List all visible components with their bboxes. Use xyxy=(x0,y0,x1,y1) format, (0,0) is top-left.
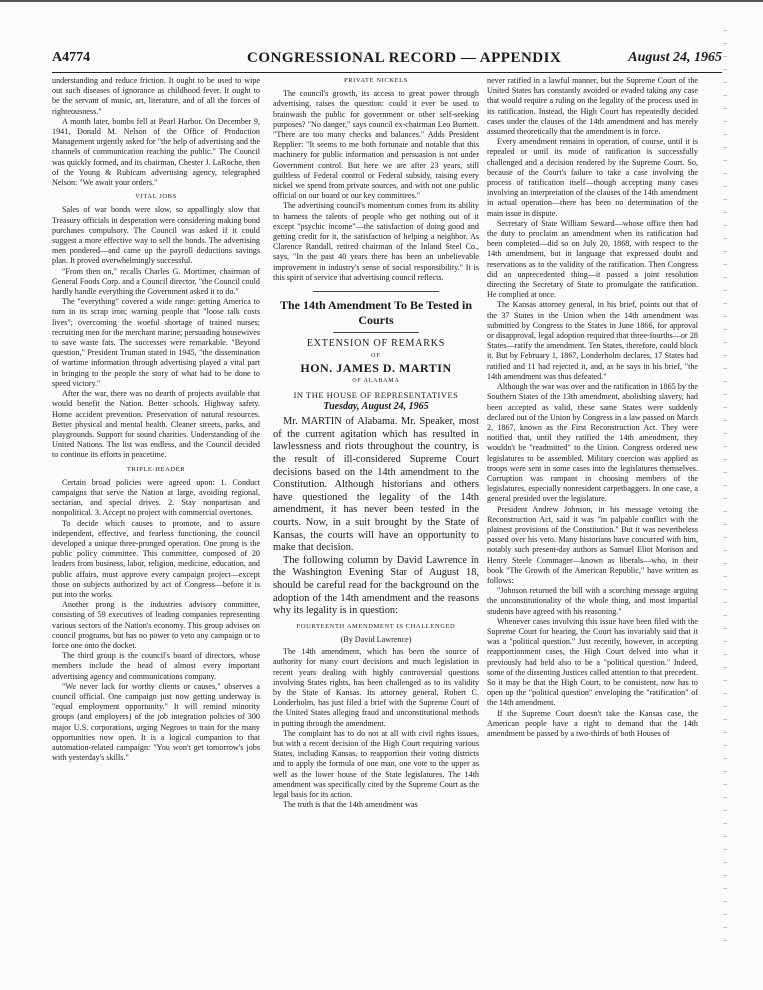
paragraph: "From then on," recalls Charles G. Mortimer, chairman of General Foods Corp. and a Council director, "the Council could hardly handle everything the Government asked it to do." xyxy=(52,266,260,297)
article-divider xyxy=(313,291,439,292)
section-heading-private-nickels: PRIVATE NICKELS xyxy=(344,77,408,84)
paragraph: The truth is that the 14th amendment was xyxy=(283,800,418,810)
paragraph: If the Supreme Court doesn't take the Kansas case, the American people have a right to demand that the 14th amendment be passed by a two-thirds of both Houses of xyxy=(487,708,698,738)
paragraph: The 14th amendment, which has been the source of authority for many court decisions and much legislation in recent years dealing with highly controversial questions involving States rights, has been challenged as to its validity by the State of Kansas. Its attorney general, Robert C. Londerholm, has just filed a brief with the Supreme Court of the United States alleging fraud and unconstitutional methods in putting through the amendment. xyxy=(273,647,479,728)
paragraph: The advertising council's momentum comes from its ability to harness the talents of people who get nothing out of it except "psychic income"—the satisfaction of doing good and getting credit for it, the satisfaction of helping a neighbor. As Clarence Randall, retired chairman of the Inland Steel Co., says, "In the past 40 years there has been an unbelievable improvement in industry's sense of social responsibility." It is this spirit of service that advertising council reflects. xyxy=(273,201,479,282)
paragraph: The following column by David Lawrence in the Washington Evening Star of August 18, should be careful read for the background on the adoption of the 14th amendment and the reasons why its legality is in question: xyxy=(273,554,479,617)
scan-margin-artifacts xyxy=(723,30,727,950)
of-label: OF xyxy=(371,353,381,360)
paragraph: Secretary of State William Seward—whose office then had the duty to proclaim an amendment when its ratification had been completed—did so on July 20, 1868, with respect to the 14th amendment, but in language that expressed doubt and reservations as to the validity of the ratification. Then Congress did an unprecedented thing—it passed a joint resolution directing the Secretary of State to promulgate the ratification. He complied at once. xyxy=(487,218,698,300)
representative-name: HON. JAMES D. MARTIN xyxy=(300,361,452,376)
column-1 xyxy=(52,76,260,763)
representative-state: OF ALABAMA xyxy=(352,377,400,384)
paragraph: Every amendment remains in operation, of course, until it is repealed or until its mode of ratification is successfully challenged and a decision rendered by the Supreme Court. So, because of the Court's failure to take a case involving the process of ratification itself—though accepting many cases involving an interpretation of the clauses of the 14th amendment in actual operation—there has been no determination of the main issue in dispute. xyxy=(487,137,698,218)
page-top-border xyxy=(0,0,763,2)
paragraph: After the war, there was no dearth of projects available that would benefit the Nation. Better schools. Highway safety. Home accident prevention. Preservation of natural resources. Better physical and mental health. Cleaner streets, parks, and playgrounds. Support for sound charities. Understanding of the United Nations. The list was endless, and the Council decided to continue its efforts in peacetime. xyxy=(52,389,260,460)
paragraph: Mr. MARTIN of Alabama. Mr. Speaker, most of the current agitation which has resulted in lawlessness and riots throughout the country, is the result of ill-considered Supreme Court decisions based on the 14th amendment to the Constitution. Although historians and others have questioned the legality of the 14th amendment, it has never been tested in the courts. Now, in a suit brought by the State of Kansas, the courts will have an opportunity to make that decision. xyxy=(273,416,479,554)
paragraph: The council's growth, its access to great power through advertising, raises the question: could it ever be used to brainwash the public for government or other self-seeking purposes? "No danger," says council ex-chairman Leo Burnett. "There are too many checks and balances." Adds President Repplier: "It seems to me both fortunate and notable that this machinery for public information and persuasion is not under Government control. But here we are after 23 years, still guiltless of Federal control or Federal subsidy, raising every nickel we spend from private sources, and with not one public official on our board or our key committees." xyxy=(273,89,479,201)
house-label: IN THE HOUSE OF REPRESENTATIVES xyxy=(293,389,459,400)
column-2 xyxy=(273,76,479,810)
paragraph: The Kansas attorney general, in his brief, points out that of the 37 States in the Union when the 14th amendment was submitted by Congress to the States in June 1866, for approval or disapproval, legal adoption required that three-fourths—or 28 States—ratify the amendment. Ten States, therefore, could block it. But by February 1, 1867, Londerholm declares, 17 States had ratified and 11 had rejected it, and, as he says in his brief, "the 14th amendment was thus defeated." xyxy=(487,300,698,381)
paragraph: The third group is the council's board of directors, whose members include the head of almost every important advertising agency and communications company. xyxy=(52,651,260,681)
paragraph: Certain broad policies were agreed upon: 1. Conduct campaigns that serve the Nation at large, avoiding regional, sectarian, and special drives. 2. Stay nonpartisan and nonpolitical. 3. Accept no project with commercial overtones. xyxy=(52,477,260,518)
title-rule xyxy=(333,332,419,333)
paragraph: President Andrew Johnson, in his message vetoing the Reconstruction Act, said it was "in palpable conflict with the plainest provisions of the Constitution." But it was nevertheless passed over his veto. Many historians have concurred with him, notably such present-day authors as Samuel Eliot Morison and Henry Steele Commager—known as liberals—who, in their book "The Growth of the American Republic," have written as follows: xyxy=(487,504,698,585)
byline: (By David Lawrence) xyxy=(340,634,412,644)
issue-date: August 24, 1965 xyxy=(628,50,722,65)
paragraph: understanding and reduce friction. It ought to be used to wipe out such diseases of ignorance as childhood fever. It ought to be the servant of music, art, literature, and of all the forces of righteousness." xyxy=(52,76,260,116)
article-date: Tuesday, August 24, 1965 xyxy=(323,401,429,413)
section-heading-vital-jobs: VITAL JOBS xyxy=(135,193,177,201)
paragraph: The "everything" covered a wide range: getting America to turn in its scrap iron; warning people that "loose talk costs lives"; overcoming the woeful shortage of trained nurses; recruiting men for the merchant marine; persuading housewives to save waste fats. The successes were remarkable. "Beyond question," President Truman stated in 1945, "the dissemination of wartime information through advertising played a vital part in bringing to the people the story of what had to be done to speed victory." xyxy=(52,297,260,388)
paragraph: never ratified in a lawful manner, but the Supreme Court of the United States has constantly avoided or evaded taking any case that would require a ruling on the legality of the process used in its ratification. Instead, the High Court has repeatedly decided cases under the clauses of the 14th amendment and has merely assumed theoretically that the amendment is in force. xyxy=(487,76,698,137)
paragraph: The complaint has to do not at all with civil rights issues, but with a recent decision of the High Court requiring various States, including Kansas, to reapportion their voting districts and to apply the formula of one man, one vote to the upper as well as the lower house of the State legislatures. The 14th amendment was specifically cited by the Supreme Court as the legal basis for its action. xyxy=(273,728,479,800)
page-number: A4774 xyxy=(52,50,91,65)
journal-title: CONGRESSIONAL RECORD — APPENDIX xyxy=(247,50,562,66)
section-heading-triple-header: TRIPLE-HEADER xyxy=(126,465,186,473)
column-3 xyxy=(487,76,698,739)
paragraph: Whenever cases involving this issue have been filed with the Supreme Court for hearing, the Court has invariably said that it was a "political question." Just recently, however, in accepting reapportionment cases, the High Court delved into what it previously had held also to be a "political question." Indeed, some of the dissenting Justices called attention to that precedent. So it may be that the High Court, to be consistent, now has to open up the "political question" enveloping the "ratification" of the 14th amendment. xyxy=(487,616,698,708)
paragraph: Although the war was over and the ratification in 1865 by the Southern States of the 13th amendment, abolishing slavery, had been accepted as valid, these same States were suddenly declared out of the Union by Congress in a law passed on March 2, 1867, known as the First Reconstruction Act. They were notified that, until they ratified the 14th amendment, they wouldn't be "readmitted" to the Union. Congress ordered new legislatures to be assembled. Military coercion was applied as troops were sent in some cases into the legislatures themselves. Corruption was rampant in choosing members of the legislatures, especially nonresident carpetbaggers. In one case, a general presided over the legislature. xyxy=(487,382,698,504)
remarks-body xyxy=(273,416,479,618)
quotation: "Johnson returned the bill with a scorching message arguing the unconstitutionality of the whole thing, and most impartial students have agreed with his reasoning." xyxy=(487,586,698,616)
paragraph: To decide which causes to promote, and to assure independent, effective, and fearless functioning, the council developed a unique three-pronged operation. One prong is the public policy committee. This committee, composed of 20 leaders from business, labor, religion, medicine, education, and public affairs, must approve every campaign project—except those on subjects authorized by act of Congress—before it is put into the works. xyxy=(52,518,260,599)
article-title: The 14th Amendment To Be Tested in Courts xyxy=(279,298,473,328)
page-header xyxy=(52,50,722,73)
paragraph: A month later, bombs fell at Pearl Harbor. On December 9, 1941, Donald M. Nelson of the Office of Production Management urgently asked for "the help of advertising and the channels of communication reaching the public." The Council was quickly formed, and its chairman, Chester J. LaRoche, then of the Young & Rubicam advertising agency, telegraphed Nelson: "We await your orders." xyxy=(52,116,260,188)
paragraph: "We never lack for worthy clients or causes," observes a council official. One campaign just now getting underway is "equal employment opportunity." It will remind minority groups (and employers) of the job integration policies of 300 major U.S. corporations, urging Negroes to train for the many opportunities now open. It is a logical companion to that automation-related campaign: "You won't get tomorrow's jobs with yesterday's skills." xyxy=(52,681,260,763)
column-subtitle: FOURTEENTH AMENDMENT IS CHALLENGED xyxy=(296,622,456,630)
paragraph: Sales of war bonds were slow, so appallingly slow that Treasury officials in desperation were considering making bond purchases compulsory. The Council was asked if it could suggest a more effective way to sell the bonds. The advertising men pondered—and came up the payroll deductions savings plan. It proved overwhelmingly successful. xyxy=(52,205,260,266)
extension-of-remarks: EXTENSION OF REMARKS xyxy=(306,338,446,350)
paragraph: Another prong is the industries advisory committee, consisting of 59 executives of leading companies representing various sectors of the Nation's economy. This group advises on council programs, but has no power to veto any campaign or to force one onto the docket. xyxy=(52,600,260,650)
